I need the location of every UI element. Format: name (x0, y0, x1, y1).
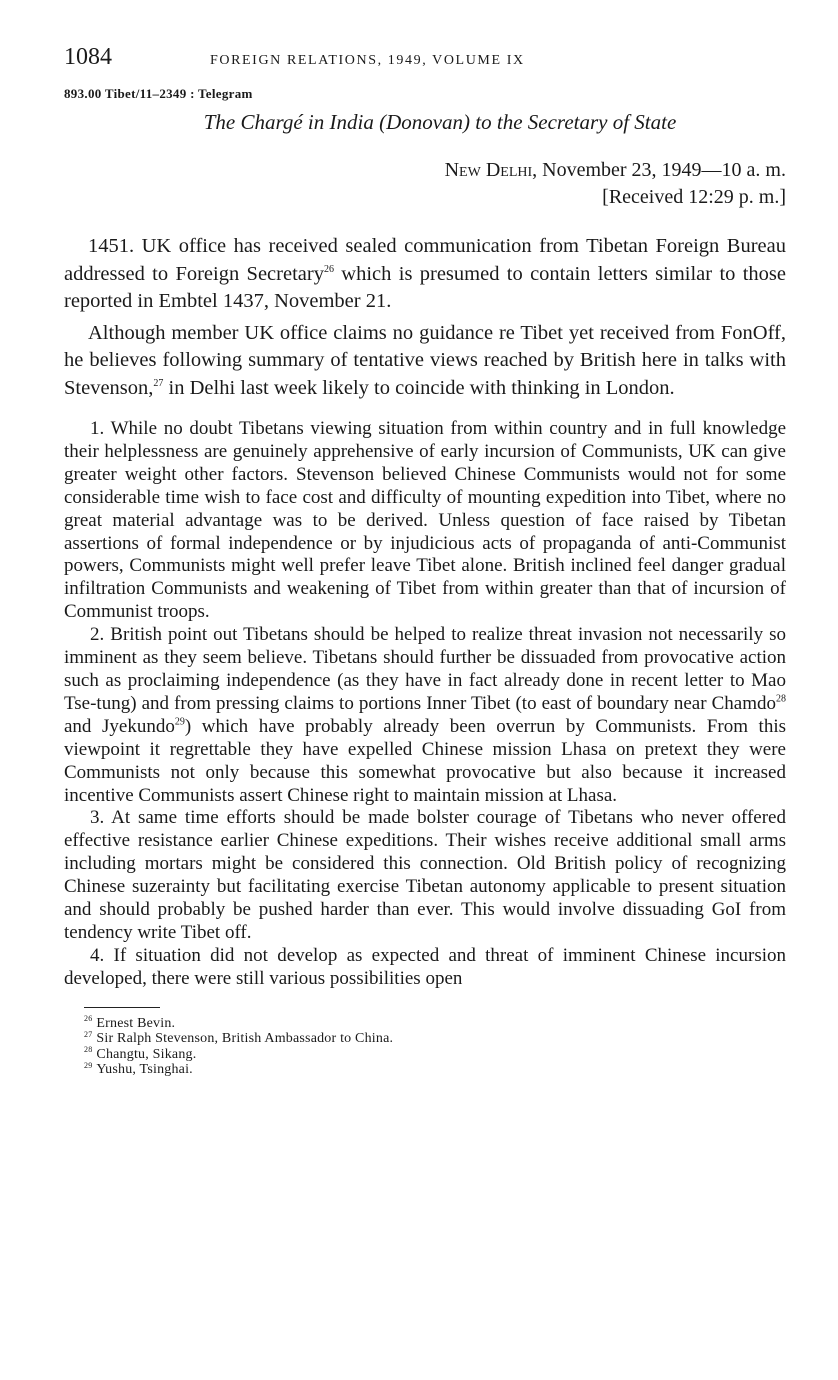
footnote-27: $^{27}$ Sir Ralph Stevenson, British Ambassador to China. (84, 1029, 394, 1047)
footnote-ref-29[interactable]: 29 (174, 716, 185, 728)
dateline (64, 157, 786, 211)
running-head: FOREIGN RELATIONS, 1949, VOLUME IX (210, 53, 525, 68)
dateline-place: New Delhi (444, 159, 533, 181)
page-number: 1084 (64, 44, 112, 70)
footnote-ref-28[interactable]: 28 (776, 693, 786, 705)
footnote-ref-27[interactable]: 27 (153, 377, 164, 389)
footnote-divider (84, 1007, 160, 1008)
footnotes (84, 1016, 786, 1078)
document-page (64, 44, 786, 1078)
summary-item-4: 4. If situation did not develop as expected and threat of imminent Chinese incursion developed, there were still various possibilities open (64, 944, 786, 989)
received-time: [Received 12:29 p. m.] (602, 186, 786, 208)
paragraph-1: 1451. UK office has received sealed communication from Tibetan Foreign Bureau addressed to Foreign Secretary$^{26}$ which is presumed to contain letters similar to those reported in Embtel 1437, November 21. (64, 235, 787, 312)
footnote-29: $^{29}$ Yushu, Tsinghai. (84, 1060, 193, 1078)
document-title: The Chargé in India (Donovan) to the Secretary of State (203, 110, 677, 134)
telegram-intro (64, 233, 786, 402)
footnote-26: $^{26}$ Ernest Bevin. (84, 1014, 176, 1031)
footnote-28: $^{28}$ Changtu, Sikang. (84, 1045, 197, 1062)
summary-item-3: 3. At same time efforts should be made bolster courage of Tibetans who never offered effective resistance earlier Chinese expeditions. Their wishes receive additional small arms including mortars might be considered this connection. Old British policy of recognizing Chinese suzerainty but facilitating exercise Tibetan autonomy applicable to present situation and should probably be pushed harder than ever. This would involve dissuading GoI from tendency write Tibet off. (64, 807, 786, 943)
file-reference: 893.00 Tibet/11–2349 : Telegram (64, 86, 253, 101)
summary-item-2: 2. British point out Tibetans should be helped to realize threat invasion not necessarily so imminent as they seem believe. Tibetans should further be dissuaded from provocative action such as proclaiming independence (as they have in fact already done in recent letter to Mao Tse-tung) and from pressing claims to portions Inner Tibet (to east of boundary near Chamdo$^{28}$ and Jyekundo$^{29}$) which have probably already been overrun by Communists. From this viewpoint it regrettable they have expelled Chinese mission Lhasa on pretext they were Communists not only because this somewhat provocative but also because it increased incentive Communists assert Chinese right to maintain mission at Lhasa. (64, 624, 787, 806)
summary-points (64, 418, 786, 991)
footnote-ref-26[interactable]: 26 (323, 263, 334, 275)
summary-item-1: 1. While no doubt Tibetans viewing situation from within country and in full knowledge their helplessness are genuinely apprehensive of early incursion of Communists, UK can give greater weight other factors. Stevenson believed Chinese Communists would not for some considerable time wish to face cost and difficulty of mounting expedition into Tibet, where no great material advantage was to be derived. Unless question of face raised by Tibetan assertions of formal independence or by injudicious acts of propaganda of anti-Communist powers, Communists might well prefer leave Tibet alone. British inclined feel danger gradual infiltration Communists and weakening of Tibet from within greater than that of incursion of Communist troops. (64, 418, 786, 623)
page-header (64, 44, 786, 78)
dateline-date: , November 23, 1949—10 a. m. (532, 159, 786, 181)
paragraph-2: Although member UK office claims no guidance re Tibet yet received from FonOff, he believes following summary of tentative views reached by British here in talks with Stevenson,$^{27}$ in Delhi last week likely to coincide with thinking in London. (64, 321, 786, 399)
